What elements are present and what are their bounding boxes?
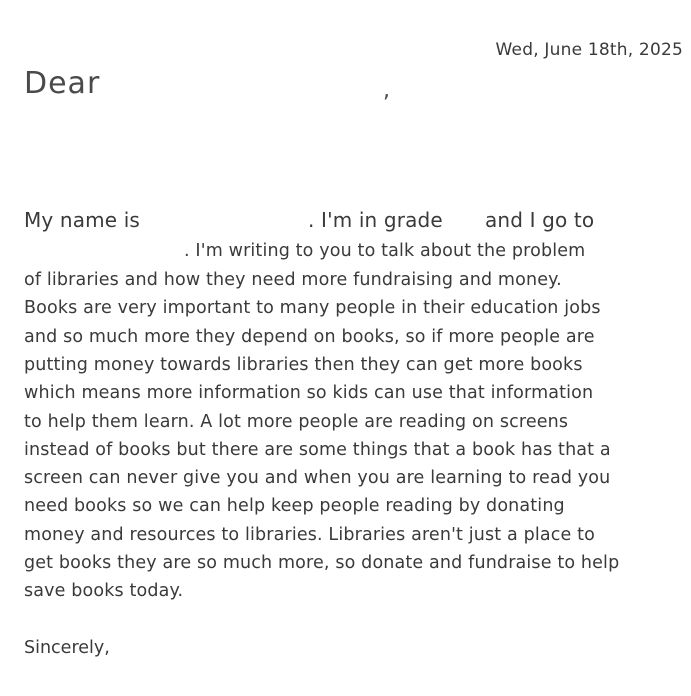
body-line-8: to help them learn. A lot more people are reading on screens <box>24 412 569 432</box>
body-line-10: screen can never give you and when you are learning to read you <box>24 468 611 488</box>
salutation-comma: , <box>383 78 390 103</box>
body-line-14: save books today. <box>24 581 184 601</box>
body-line-5: and so much more they depend on books, so if more people are <box>24 327 595 347</box>
body-line-7: which means more information so kids can use that information <box>24 383 594 403</box>
body-line-1a: My name is <box>24 208 141 232</box>
body-line-3: of libraries and how they need more fundraising and money. <box>24 270 562 290</box>
body-line-13: get books they are so much more, so donate and fundraise to help <box>24 553 620 573</box>
letter-date: Wed, June 18th, 2025 <box>495 40 683 60</box>
closing: Sincerely, <box>24 638 110 658</box>
body-line-2: . I'm writing to you to talk about the problem <box>184 241 586 261</box>
salutation: Dear <box>24 66 101 101</box>
body-line-6: putting money towards libraries then they can get more books <box>24 355 583 375</box>
body-line-11: need books so we can help keep people reading by donating <box>24 496 565 516</box>
body-line-1b: . I'm in grade <box>308 208 443 232</box>
body-line-12: money and resources to libraries. Libraries aren't just a place to <box>24 525 596 545</box>
body-line-1c: and I go to <box>485 208 595 232</box>
body-line-4: Books are very important to many people in their education jobs <box>24 298 601 318</box>
body-line-9: instead of books but there are some things that a book has that a <box>24 440 611 460</box>
